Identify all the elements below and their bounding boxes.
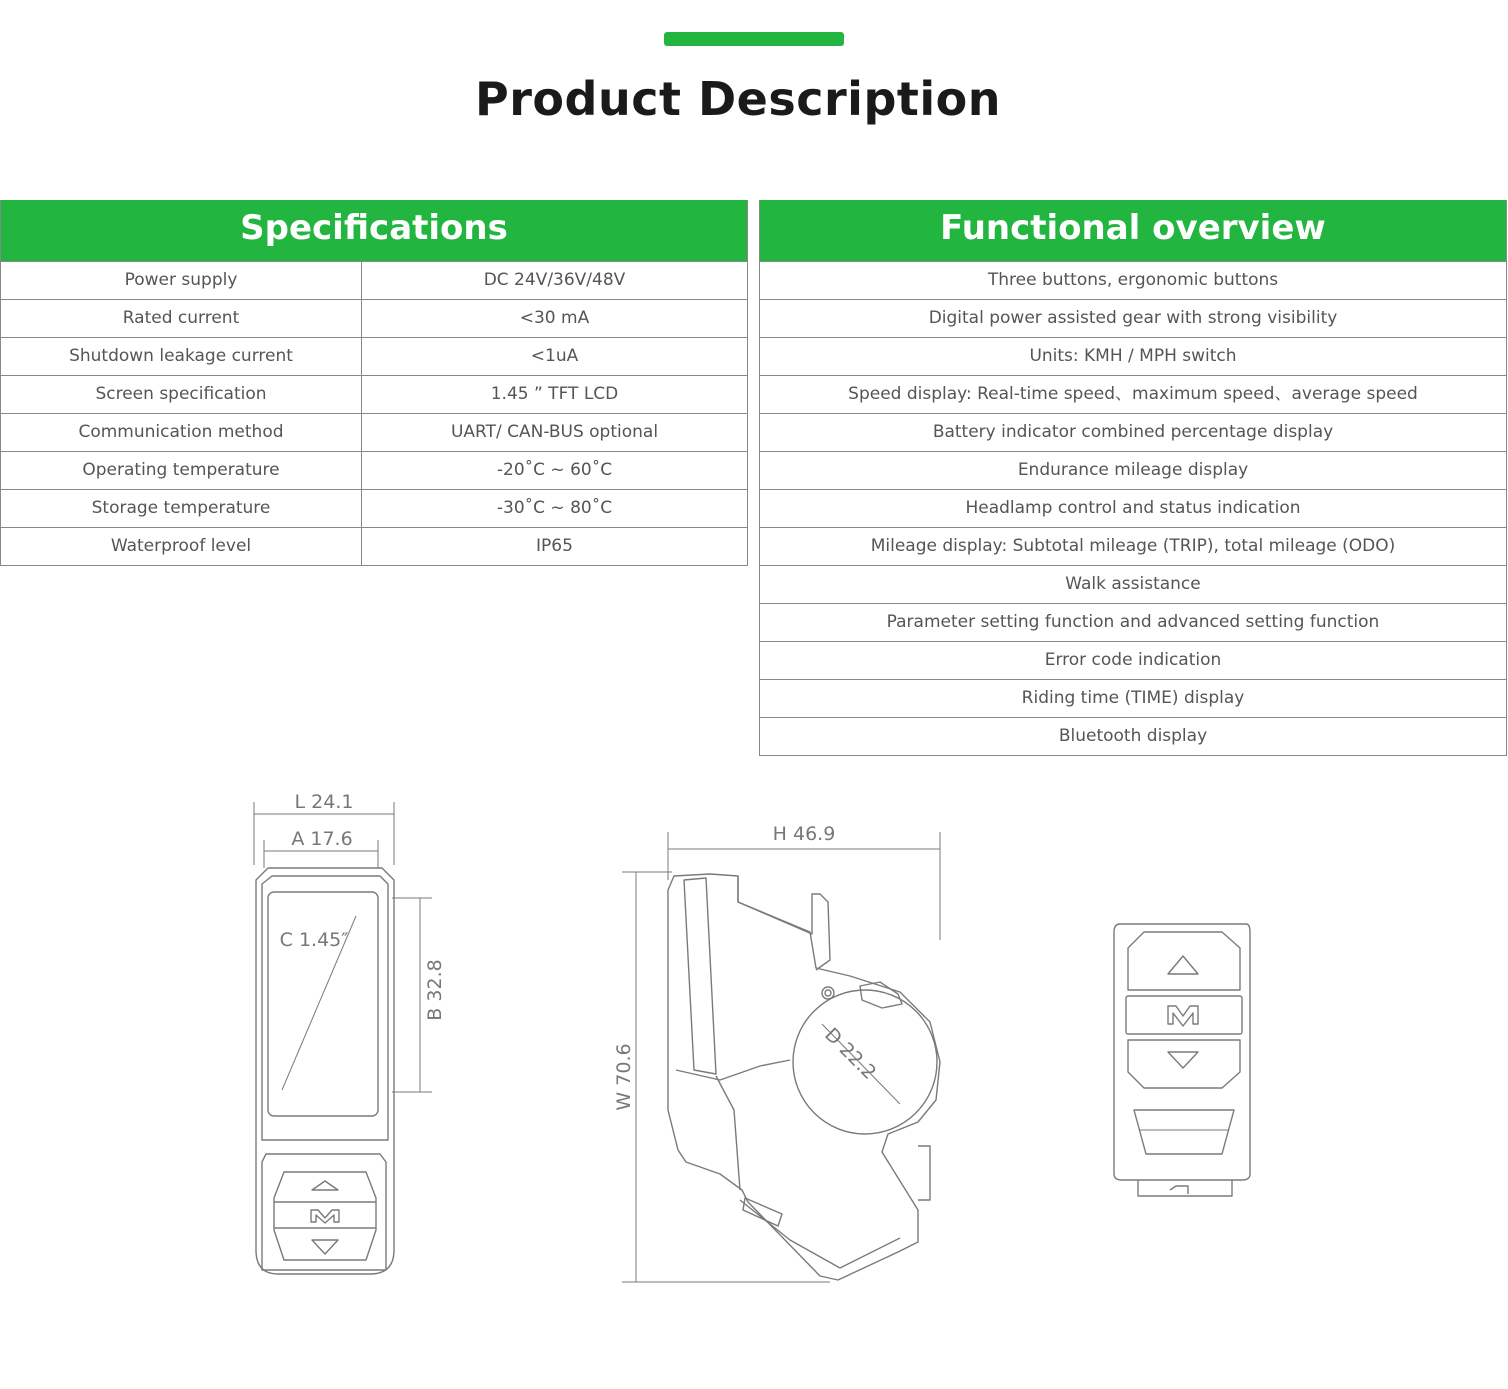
function-item: Units: KMH / MPH switch — [1029, 346, 1237, 366]
dim-a-label: A 17.6 — [291, 828, 353, 850]
spec-label: Communication method — [1, 414, 362, 451]
spec-row — [1, 414, 747, 452]
function-row — [760, 718, 1506, 755]
spec-row — [1, 300, 747, 338]
function-row — [760, 528, 1506, 566]
dimension-drawings — [0, 770, 1508, 1310]
function-item: Headlamp control and status indication — [965, 498, 1301, 518]
spec-value: -20˚C ~ 60˚C — [496, 460, 613, 480]
spec-label: Power supply — [1, 262, 362, 299]
spec-row — [1, 262, 747, 300]
function-item: Riding time (TIME) display — [1021, 688, 1245, 708]
function-row — [760, 566, 1506, 604]
spec-row — [1, 528, 747, 565]
spec-label: Rated current — [1, 300, 362, 337]
dim-h-label: H 46.9 — [772, 823, 836, 845]
function-row — [760, 642, 1506, 680]
front-view-drawing — [254, 802, 432, 1274]
function-row — [760, 680, 1506, 718]
function-item: Endurance mileage display — [1017, 460, 1249, 480]
function-item: Bluetooth display — [1058, 726, 1208, 746]
spec-value: DC 24V/36V/48V — [483, 270, 626, 290]
function-item: Walk assistance — [1065, 574, 1201, 594]
function-item: Digital power assisted gear with strong visibility — [928, 308, 1338, 328]
spec-label: Screen specification — [1, 376, 362, 413]
spec-row — [1, 452, 747, 490]
function-row — [760, 604, 1506, 642]
function-row — [760, 452, 1506, 490]
spec-value: <30 mA — [519, 308, 590, 328]
spec-label: Waterproof level — [1, 528, 362, 565]
specifications-header: Specifications — [1, 200, 747, 262]
specifications-table — [0, 200, 748, 566]
dim-d-label: D 22.2 — [820, 1023, 881, 1084]
function-item: Error code indication — [1044, 650, 1222, 670]
dim-c-label: C 1.45″ — [279, 929, 349, 951]
dim-b-label: B 32.8 — [424, 959, 446, 1021]
title-accent-bar — [664, 32, 844, 46]
spec-value: 1.45 ” TFT LCD — [490, 384, 619, 404]
function-item: Speed display: Real-time speed、maximum speed、average speed — [848, 384, 1418, 404]
spec-value: IP65 — [536, 536, 573, 556]
function-row — [760, 338, 1506, 376]
dim-w-label: W 70.6 — [613, 1043, 635, 1111]
function-item: Parameter setting function and advanced setting function — [886, 612, 1380, 632]
functional-overview-header: Functional overview — [760, 200, 1506, 262]
spec-row — [1, 338, 747, 376]
function-row — [760, 376, 1506, 414]
spec-row — [1, 376, 747, 414]
spec-value: -30˚C ~ 80˚C — [496, 498, 613, 518]
side-view-drawing — [622, 832, 940, 1282]
function-item: Battery indicator combined percentage display — [932, 422, 1334, 442]
spec-row — [1, 490, 747, 528]
function-row — [760, 300, 1506, 338]
dim-length-label: L 24.1 — [294, 791, 354, 813]
function-item: Three buttons, ergonomic buttons — [987, 270, 1279, 290]
page-title: Product Description — [475, 72, 1001, 126]
spec-label: Storage temperature — [1, 490, 362, 527]
spec-value: <1uA — [530, 346, 579, 366]
spec-label: Shutdown leakage current — [1, 338, 362, 375]
function-row — [760, 262, 1506, 300]
function-row — [760, 414, 1506, 452]
function-row — [760, 490, 1506, 528]
function-item: Mileage display: Subtotal mileage (TRIP), total mileage (ODO) — [870, 536, 1396, 556]
spec-label: Operating temperature — [1, 452, 362, 489]
functional-overview-table — [759, 200, 1507, 756]
button-view-drawing — [1114, 924, 1250, 1196]
spec-value: UART/ CAN-BUS optional — [450, 422, 659, 442]
